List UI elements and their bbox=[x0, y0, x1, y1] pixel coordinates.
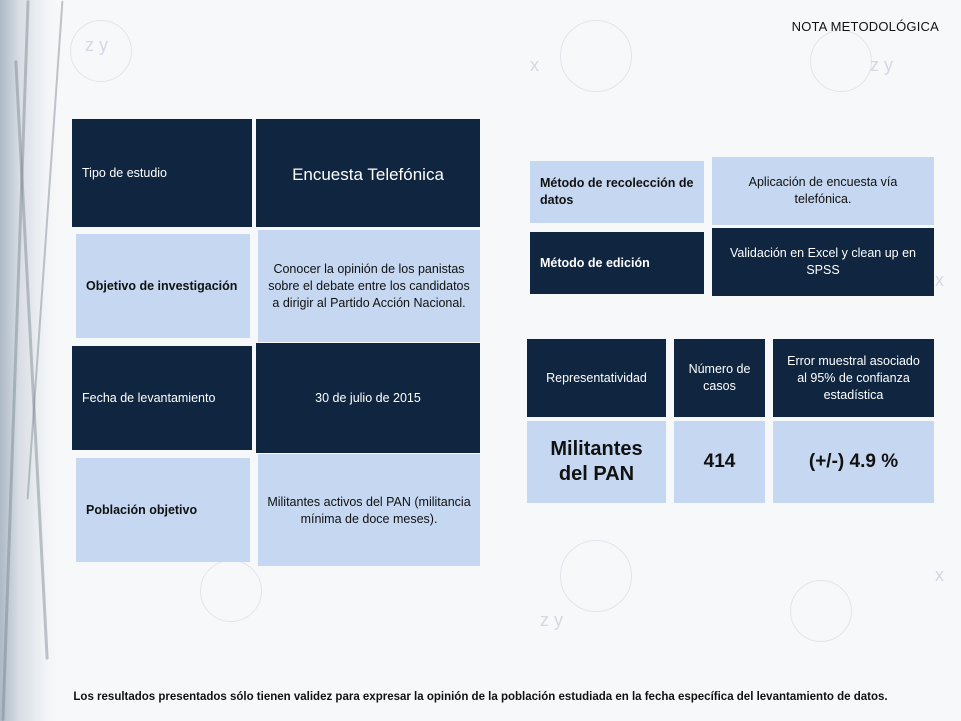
left-decorative-strip bbox=[0, 0, 58, 721]
edition-method-value: Validación en Excel y clean up en SPSS bbox=[712, 228, 934, 296]
survey-date-value: 30 de julio de 2015 bbox=[256, 343, 480, 453]
watermark-circle bbox=[560, 20, 632, 92]
representativeness-value: Militantes del PAN bbox=[527, 421, 666, 503]
strip-vein bbox=[27, 1, 64, 500]
survey-date-label: Fecha de levantamiento bbox=[72, 346, 252, 450]
target-population-label: Población objetivo bbox=[76, 458, 250, 562]
strip-vein bbox=[1, 0, 29, 721]
study-type-label: Tipo de estudio bbox=[72, 119, 252, 227]
watermark-circle bbox=[810, 30, 872, 92]
sampling-error-header: Error muestral asociado al 95% de confianza estadística bbox=[773, 339, 934, 417]
watermark-glyph: x bbox=[530, 55, 539, 75]
sampling-error-value: (+/-) 4.9 % bbox=[773, 421, 934, 503]
collection-method-label: Método de recolección de datos bbox=[530, 161, 704, 223]
watermark-glyph: z y bbox=[870, 55, 894, 75]
page-title: NOTA METODOLÓGICA bbox=[791, 19, 939, 34]
cases-value: 414 bbox=[674, 421, 765, 503]
representativeness-header: Representatividad bbox=[527, 339, 666, 417]
watermark-circle bbox=[200, 560, 262, 622]
strip-vein bbox=[14, 60, 48, 659]
collection-method-value: Aplicación de encuesta vía telefónica. bbox=[712, 157, 934, 225]
edition-method-label: Método de edición bbox=[530, 232, 704, 294]
research-objective-value: Conocer la opinión de los panistas sobre el debate entre los candidatos a dirigir al Partido Acción Nacional. bbox=[258, 230, 480, 342]
target-population-value: Militantes activos del PAN (militancia mínima de doce meses). bbox=[258, 454, 480, 566]
watermark-glyph: z y bbox=[540, 610, 564, 630]
cases-header: Número de casos bbox=[674, 339, 765, 417]
watermark-circle bbox=[560, 540, 632, 612]
study-type-value: Encuesta Telefónica bbox=[256, 119, 480, 227]
watermark-glyph: x bbox=[935, 565, 944, 585]
watermark-glyph: x bbox=[935, 270, 944, 290]
footer-note: Los resultados presentados sólo tienen validez para expresar la opinión de la población estudiada en la fecha específica del levantamiento de datos. bbox=[73, 691, 888, 703]
watermark-glyph: z y bbox=[85, 35, 109, 55]
watermark-circle bbox=[790, 580, 852, 642]
research-objective-label: Objetivo de investigación bbox=[76, 234, 250, 338]
